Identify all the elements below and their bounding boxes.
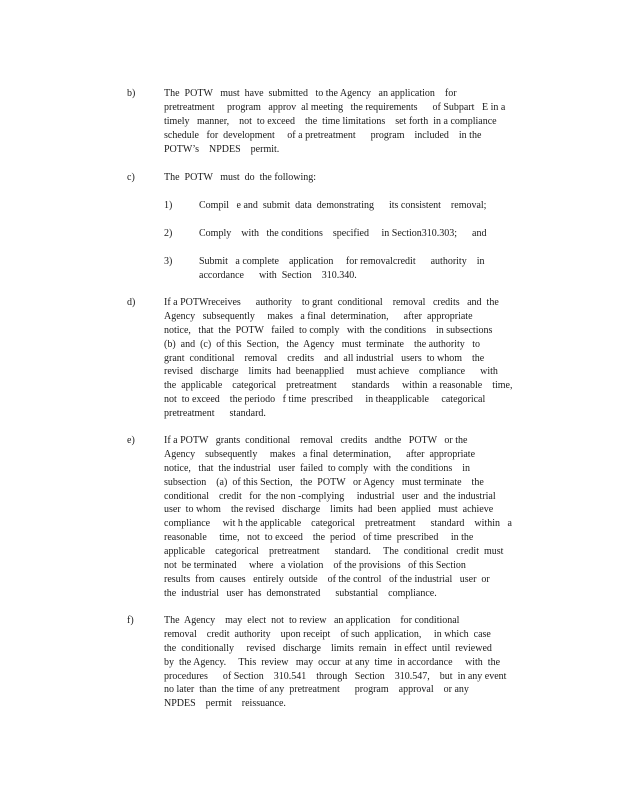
section-text: [164, 87, 526, 156]
text-line: revised discharge limits had beenapplied must achieve compliance with: [164, 366, 498, 378]
text-line: removal credit authority upon receipt of such application, in which case: [164, 628, 491, 640]
text-line: The Agency may elect not to review an application for conditional: [164, 615, 460, 626]
section-text: [164, 614, 526, 711]
section-marker: e): [127, 435, 135, 446]
text-line: not be terminated where a violation of the provisions of this Section: [164, 560, 466, 572]
text-line: the applicable categorical pretreatment standards within a reasonable time,: [164, 380, 513, 392]
text-line: Compil e and submit data demonstrating its consistent removal;: [199, 200, 487, 211]
text-line: If a POTW grants conditional removal credits andthe POTW or the: [164, 435, 468, 446]
text-line: not to exceed the periodo f time prescribed in theapplicable categorical: [164, 394, 486, 406]
text-line: pretreatment program approv al meeting the requirements of Subpart E in a: [164, 101, 506, 113]
subitem-text: [199, 199, 486, 213]
text-line: the industrial user has demonstrated substantial compliance.: [164, 587, 437, 599]
text-line: Comply with the conditions specified in Section310.303; and: [199, 228, 487, 239]
text-line: notice, that the industrial user failed to comply with the conditions in: [164, 462, 471, 474]
text-line: no later than the time of any pretreatment program approval or any: [164, 684, 469, 696]
text-line: The POTW must have submitted to the Agency an application for: [164, 88, 457, 99]
text-line: procedures of Section 310.541 through Section 310.547, but in any event: [164, 670, 507, 682]
section-marker: b): [127, 88, 136, 99]
text-line: reasonable time, not to exceed the period of time prescribed in the: [164, 532, 474, 544]
text-line: (b) and (c) of this Section, the Agency must terminate the authority to: [164, 338, 481, 350]
subitem-number: 1): [164, 200, 173, 211]
text-line: by the Agency. This review may occur at any time in accordance with the: [164, 656, 501, 668]
text-line: timely manner, not to exceed the time limitations set forth in a compliance: [164, 115, 497, 127]
text-line: conditional credit for the non -complying industrial user and the industrial: [164, 490, 496, 502]
text-line: The POTW must do the following:: [164, 172, 317, 183]
text-line: subsection (a) of this Section, the POTW or Agency must terminate the: [164, 476, 484, 488]
section-marker: d): [127, 297, 136, 308]
text-line: pretreatment standard.: [164, 408, 266, 420]
text-line: Submit a complete application for removalcredit authority in: [199, 256, 485, 267]
text-line: Agency subsequently makes a final determination, after appropriate: [164, 448, 476, 460]
subitem-text: [199, 227, 486, 241]
text-line: notice, that the POTW failed to comply with the conditions in subsections: [164, 324, 493, 336]
text-line: NPDES permit reissuance.: [164, 698, 286, 710]
text-line: accordance with Section 310.340.: [199, 269, 357, 281]
subitem-number: 3): [164, 256, 173, 267]
text-line: grant conditional removal credits and all industrial users to whom the: [164, 352, 485, 364]
text-line: user to whom the revised discharge limits had been applied must achieve: [164, 504, 494, 516]
section-text: [164, 171, 526, 185]
text-line: results from causes entirely outside of the control of the industrial user or: [164, 573, 490, 585]
text-line: Agency subsequently makes a final determination, after appropriate: [164, 310, 473, 322]
subitem-number: 2): [164, 228, 173, 239]
text-line: the conditionally revised discharge limits remain in effect until reviewed: [164, 642, 492, 654]
section-text: [164, 296, 526, 421]
text-line: If a POTWreceives authority to grant conditional removal credits and the: [164, 297, 499, 308]
text-line: schedule for development of a pretreatment program included in the: [164, 129, 482, 141]
text-line: POTW’s NPDES permit.: [164, 143, 280, 155]
text-line: applicable categorical pretreatment standard. The conditional credit must: [164, 546, 504, 558]
section-marker: c): [127, 172, 135, 183]
section-marker: f): [127, 615, 134, 626]
section-text: [164, 434, 526, 601]
subitem-text: [199, 255, 484, 283]
text-line: compliance wit h the applicable categorical pretreatment standard within a: [164, 518, 512, 530]
